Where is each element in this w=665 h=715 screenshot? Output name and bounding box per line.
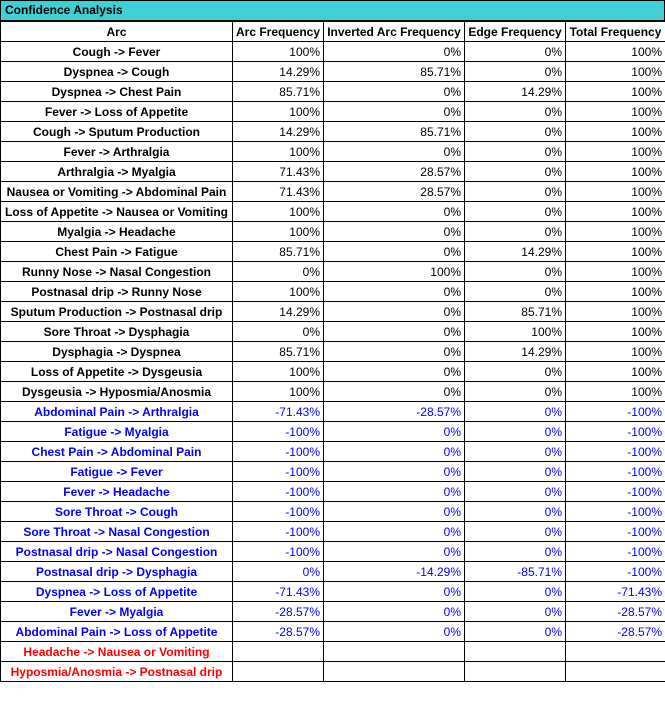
edge-frequency-cell[interactable]: 0% (465, 422, 566, 442)
total-frequency-cell[interactable]: -100% (566, 442, 665, 462)
table-row (1, 82, 665, 102)
arc-frequency-cell[interactable]: 71.43% (233, 182, 324, 202)
edge-frequency-cell[interactable]: 0% (465, 582, 566, 602)
total-frequency-cell[interactable]: 100% (566, 302, 665, 322)
table-row (1, 662, 665, 682)
edge-frequency-cell[interactable]: 85.71% (465, 302, 566, 322)
total-frequency-cell[interactable]: -28.57% (566, 622, 665, 642)
arc-cell[interactable]: Fever -> Myalgia (1, 602, 233, 622)
total-frequency-cell[interactable]: -71.43% (566, 582, 665, 602)
inverted-arc-frequency-cell[interactable]: 0% (324, 542, 465, 562)
table-row (1, 42, 665, 62)
arc-cell[interactable]: Sputum Production -> Postnasal drip (1, 302, 233, 322)
total-frequency-cell[interactable]: 100% (566, 342, 665, 362)
arc-frequency-cell[interactable]: -100% (233, 522, 324, 542)
inverted-arc-frequency-cell[interactable]: 85.71% (324, 62, 465, 82)
table-body (1, 42, 665, 682)
total-frequency-cell[interactable]: 100% (566, 242, 665, 262)
arc-cell[interactable]: Abdominal Pain -> Loss of Appetite (1, 622, 233, 642)
table-row (1, 482, 665, 502)
arc-cell[interactable]: Arthralgia -> Myalgia (1, 162, 233, 182)
arc-frequency-cell[interactable]: 0% (233, 262, 324, 282)
total-frequency-cell[interactable]: -100% (566, 462, 665, 482)
arc-frequency-cell[interactable]: 14.29% (233, 122, 324, 142)
header-inverted-arc-frequency[interactable]: Inverted Arc Frequency (324, 22, 465, 42)
edge-frequency-cell[interactable]: 0% (465, 182, 566, 202)
arc-cell[interactable]: Loss of Appetite -> Nausea or Vomiting (1, 202, 233, 222)
inverted-arc-frequency-cell[interactable]: 0% (324, 582, 465, 602)
arc-frequency-cell[interactable]: 0% (233, 562, 324, 582)
arc-frequency-cell[interactable]: 14.29% (233, 302, 324, 322)
arc-cell[interactable]: Loss of Appetite -> Dysgeusia (1, 362, 233, 382)
edge-frequency-cell[interactable]: 0% (465, 502, 566, 522)
arc-frequency-cell[interactable]: 100% (233, 222, 324, 242)
table-row (1, 282, 665, 302)
edge-frequency-cell[interactable]: 0% (465, 122, 566, 142)
edge-frequency-cell[interactable]: 14.29% (465, 342, 566, 362)
total-frequency-cell[interactable]: 100% (566, 102, 665, 122)
total-frequency-cell[interactable]: -100% (566, 562, 665, 582)
inverted-arc-frequency-cell[interactable]: 0% (324, 42, 465, 62)
edge-frequency-cell[interactable]: 14.29% (465, 82, 566, 102)
inverted-arc-frequency-cell[interactable]: 0% (324, 422, 465, 442)
table-row (1, 622, 665, 642)
inverted-arc-frequency-cell[interactable]: 0% (324, 602, 465, 622)
arc-cell[interactable]: Cough -> Sputum Production (1, 122, 233, 142)
arc-cell[interactable]: Myalgia -> Headache (1, 222, 233, 242)
inverted-arc-frequency-cell[interactable]: 0% (324, 142, 465, 162)
table-row (1, 562, 665, 582)
edge-frequency-cell[interactable]: 0% (465, 102, 566, 122)
arc-cell[interactable]: Nausea or Vomiting -> Abdominal Pain (1, 182, 233, 202)
arc-frequency-cell[interactable] (233, 662, 324, 682)
edge-frequency-cell[interactable]: 0% (465, 142, 566, 162)
arc-frequency-cell[interactable]: 0% (233, 322, 324, 342)
arc-frequency-cell[interactable] (233, 642, 324, 662)
edge-frequency-cell[interactable]: 0% (465, 162, 566, 182)
arc-frequency-cell[interactable]: 14.29% (233, 62, 324, 82)
sheet-title: Confidence Analysis (0, 0, 665, 21)
inverted-arc-frequency-cell[interactable]: -28.57% (324, 402, 465, 422)
arc-frequency-cell[interactable]: 100% (233, 282, 324, 302)
total-frequency-cell[interactable]: -100% (566, 502, 665, 522)
arc-cell[interactable]: Dysgeusia -> Hyposmia/Anosmia (1, 382, 233, 402)
total-frequency-cell[interactable]: 100% (566, 142, 665, 162)
table-row (1, 542, 665, 562)
arc-cell[interactable]: Dyspnea -> Cough (1, 62, 233, 82)
inverted-arc-frequency-cell[interactable]: 0% (324, 462, 465, 482)
edge-frequency-cell[interactable]: -85.71% (465, 562, 566, 582)
inverted-arc-frequency-cell[interactable]: 0% (324, 382, 465, 402)
inverted-arc-frequency-cell[interactable]: 28.57% (324, 162, 465, 182)
inverted-arc-frequency-cell[interactable]: 0% (324, 342, 465, 362)
total-frequency-cell[interactable]: 100% (566, 322, 665, 342)
inverted-arc-frequency-cell[interactable] (324, 642, 465, 662)
edge-frequency-cell[interactable]: 0% (465, 602, 566, 622)
table-row (1, 222, 665, 242)
inverted-arc-frequency-cell[interactable]: 0% (324, 242, 465, 262)
total-frequency-cell[interactable] (566, 662, 665, 682)
edge-frequency-cell[interactable]: 0% (465, 282, 566, 302)
arc-frequency-cell[interactable]: -100% (233, 422, 324, 442)
edge-frequency-cell[interactable]: 0% (465, 442, 566, 462)
inverted-arc-frequency-cell[interactable]: 100% (324, 262, 465, 282)
edge-frequency-cell[interactable]: 0% (465, 62, 566, 82)
table-row (1, 262, 665, 282)
total-frequency-cell[interactable]: 100% (566, 362, 665, 382)
inverted-arc-frequency-cell[interactable]: 0% (324, 102, 465, 122)
total-frequency-cell[interactable]: -100% (566, 482, 665, 502)
edge-frequency-cell[interactable]: 0% (465, 402, 566, 422)
edge-frequency-cell[interactable]: 100% (465, 322, 566, 342)
arc-cell[interactable]: Sore Throat -> Cough (1, 502, 233, 522)
edge-frequency-cell[interactable]: 0% (465, 522, 566, 542)
arc-cell[interactable]: Chest Pain -> Fatigue (1, 242, 233, 262)
table-row (1, 582, 665, 602)
edge-frequency-cell[interactable]: 0% (465, 262, 566, 282)
arc-frequency-cell[interactable]: 100% (233, 202, 324, 222)
table-row (1, 102, 665, 122)
edge-frequency-cell[interactable]: 0% (465, 542, 566, 562)
table-row (1, 642, 665, 662)
edge-frequency-cell[interactable]: 0% (465, 222, 566, 242)
arc-cell[interactable]: Headache -> Nausea or Vomiting (1, 642, 233, 662)
inverted-arc-frequency-cell[interactable]: 0% (324, 522, 465, 542)
arc-cell[interactable]: Sore Throat -> Dysphagia (1, 322, 233, 342)
table-row (1, 462, 665, 482)
table-row (1, 602, 665, 622)
table-row (1, 182, 665, 202)
arc-cell[interactable]: Dysphagia -> Dyspnea (1, 342, 233, 362)
edge-frequency-cell[interactable]: 0% (465, 202, 566, 222)
inverted-arc-frequency-cell[interactable] (324, 662, 465, 682)
table-row (1, 322, 665, 342)
table-row (1, 342, 665, 362)
arc-cell[interactable]: Dyspnea -> Chest Pain (1, 82, 233, 102)
total-frequency-cell[interactable]: 100% (566, 162, 665, 182)
inverted-arc-frequency-cell[interactable]: 0% (324, 442, 465, 462)
table-row (1, 202, 665, 222)
arc-cell[interactable]: Sore Throat -> Nasal Congestion (1, 522, 233, 542)
total-frequency-cell[interactable]: 100% (566, 62, 665, 82)
inverted-arc-frequency-cell[interactable]: 28.57% (324, 182, 465, 202)
inverted-arc-frequency-cell[interactable]: 0% (324, 482, 465, 502)
table-row (1, 382, 665, 402)
inverted-arc-frequency-cell[interactable]: 0% (324, 82, 465, 102)
arc-cell[interactable]: Abdominal Pain -> Arthralgia (1, 402, 233, 422)
table-row (1, 162, 665, 182)
arc-frequency-cell[interactable]: -71.43% (233, 402, 324, 422)
arc-cell[interactable]: Fever -> Loss of Appetite (1, 102, 233, 122)
arc-frequency-cell[interactable]: -100% (233, 502, 324, 522)
inverted-arc-frequency-cell[interactable]: 0% (324, 302, 465, 322)
total-frequency-cell[interactable]: 100% (566, 82, 665, 102)
total-frequency-cell[interactable]: -100% (566, 422, 665, 442)
edge-frequency-cell[interactable]: 0% (465, 362, 566, 382)
table-row (1, 502, 665, 522)
inverted-arc-frequency-cell[interactable]: 0% (324, 322, 465, 342)
header-row (1, 22, 665, 42)
arc-frequency-cell[interactable]: 85.71% (233, 82, 324, 102)
arc-frequency-cell[interactable]: -100% (233, 442, 324, 462)
arc-frequency-cell[interactable]: 85.71% (233, 242, 324, 262)
header-arc-frequency[interactable]: Arc Frequency (233, 22, 324, 42)
total-frequency-cell[interactable]: 100% (566, 282, 665, 302)
edge-frequency-cell[interactable]: 0% (465, 462, 566, 482)
table-row (1, 362, 665, 382)
arc-cell[interactable]: Postnasal drip -> Nasal Congestion (1, 542, 233, 562)
arc-cell[interactable]: Fever -> Arthralgia (1, 142, 233, 162)
table-row (1, 242, 665, 262)
arc-frequency-cell[interactable]: -100% (233, 482, 324, 502)
total-frequency-cell[interactable]: 100% (566, 382, 665, 402)
arc-cell[interactable]: Cough -> Fever (1, 42, 233, 62)
arc-frequency-cell[interactable]: -28.57% (233, 622, 324, 642)
arc-frequency-cell[interactable]: 100% (233, 382, 324, 402)
table-row (1, 402, 665, 422)
edge-frequency-cell[interactable]: 0% (465, 42, 566, 62)
arc-frequency-cell[interactable]: 100% (233, 42, 324, 62)
arc-cell[interactable]: Hyposmia/Anosmia -> Postnasal drip (1, 662, 233, 682)
edge-frequency-cell[interactable] (465, 642, 566, 662)
arc-frequency-cell[interactable]: -100% (233, 462, 324, 482)
table-row (1, 302, 665, 322)
confidence-table (0, 21, 665, 682)
arc-cell[interactable]: Runny Nose -> Nasal Congestion (1, 262, 233, 282)
total-frequency-cell[interactable]: 100% (566, 122, 665, 142)
total-frequency-cell[interactable]: 100% (566, 42, 665, 62)
total-frequency-cell[interactable] (566, 642, 665, 662)
arc-frequency-cell[interactable]: 71.43% (233, 162, 324, 182)
total-frequency-cell[interactable]: 100% (566, 222, 665, 242)
inverted-arc-frequency-cell[interactable]: 85.71% (324, 122, 465, 142)
arc-cell[interactable]: Fatigue -> Fever (1, 462, 233, 482)
inverted-arc-frequency-cell[interactable]: -14.29% (324, 562, 465, 582)
edge-frequency-cell[interactable]: 0% (465, 482, 566, 502)
arc-cell[interactable]: Fever -> Headache (1, 482, 233, 502)
arc-frequency-cell[interactable]: 85.71% (233, 342, 324, 362)
table-row (1, 62, 665, 82)
arc-cell[interactable]: Fatigue -> Myalgia (1, 422, 233, 442)
inverted-arc-frequency-cell[interactable]: 0% (324, 362, 465, 382)
table-row (1, 422, 665, 442)
edge-frequency-cell[interactable]: 0% (465, 622, 566, 642)
arc-frequency-cell[interactable]: -28.57% (233, 602, 324, 622)
header-arc[interactable]: Arc (1, 22, 233, 42)
table-row (1, 142, 665, 162)
table-row (1, 442, 665, 462)
inverted-arc-frequency-cell[interactable]: 0% (324, 282, 465, 302)
edge-frequency-cell[interactable] (465, 662, 566, 682)
arc-frequency-cell[interactable]: 100% (233, 362, 324, 382)
table-row (1, 522, 665, 542)
header-total-frequency[interactable]: Total Frequency (566, 22, 665, 42)
total-frequency-cell[interactable]: 100% (566, 202, 665, 222)
total-frequency-cell[interactable]: 100% (566, 182, 665, 202)
arc-frequency-cell[interactable]: -71.43% (233, 582, 324, 602)
arc-cell[interactable]: Postnasal drip -> Dysphagia (1, 562, 233, 582)
total-frequency-cell[interactable]: -100% (566, 402, 665, 422)
arc-frequency-cell[interactable]: -100% (233, 542, 324, 562)
edge-frequency-cell[interactable]: 14.29% (465, 242, 566, 262)
total-frequency-cell[interactable]: 100% (566, 262, 665, 282)
total-frequency-cell[interactable]: -100% (566, 522, 665, 542)
inverted-arc-frequency-cell[interactable]: 0% (324, 622, 465, 642)
total-frequency-cell[interactable]: -100% (566, 542, 665, 562)
arc-cell[interactable]: Dyspnea -> Loss of Appetite (1, 582, 233, 602)
inverted-arc-frequency-cell[interactable]: 0% (324, 222, 465, 242)
total-frequency-cell[interactable]: -28.57% (566, 602, 665, 622)
inverted-arc-frequency-cell[interactable]: 0% (324, 502, 465, 522)
arc-frequency-cell[interactable]: 100% (233, 142, 324, 162)
arc-cell[interactable]: Chest Pain -> Abdominal Pain (1, 442, 233, 462)
inverted-arc-frequency-cell[interactable]: 0% (324, 202, 465, 222)
header-edge-frequency[interactable]: Edge Frequency (465, 22, 566, 42)
edge-frequency-cell[interactable]: 0% (465, 382, 566, 402)
arc-frequency-cell[interactable]: 100% (233, 102, 324, 122)
table-row (1, 122, 665, 142)
arc-cell[interactable]: Postnasal drip -> Runny Nose (1, 282, 233, 302)
